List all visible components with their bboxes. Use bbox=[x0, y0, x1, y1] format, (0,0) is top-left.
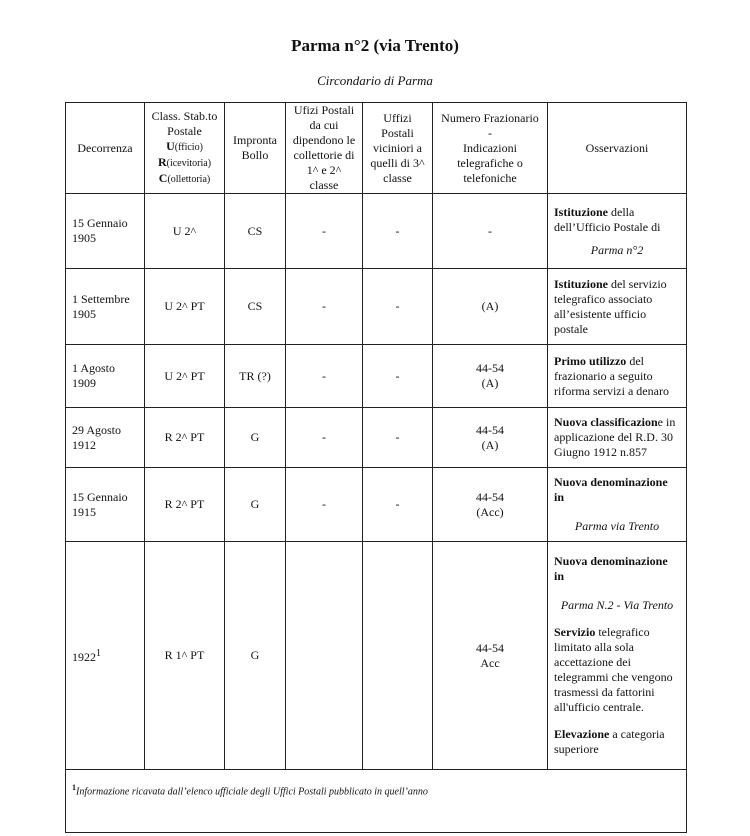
cell-classe: R 2^ PT bbox=[145, 408, 225, 468]
cell-decorrenza: 1 Agosto 1909 bbox=[66, 345, 145, 408]
table-row bbox=[66, 269, 687, 345]
cell-decorrenza: 29 Agosto 1912 bbox=[66, 408, 145, 468]
cell-bollo: G bbox=[225, 542, 286, 770]
cell-uffizi: - bbox=[363, 269, 433, 345]
table-header-row bbox=[66, 103, 687, 194]
cell-ufizi: - bbox=[286, 194, 363, 269]
header-osservazioni: Osservazioni bbox=[548, 103, 687, 194]
cell-numero: (A) bbox=[433, 269, 548, 345]
cell-osservazioni: Istituzione del servizio telegrafico associato all’esistente ufficio postale bbox=[548, 269, 687, 345]
cell-osservazioni: Primo utilizzo del frazionario a seguito riforma servizi a denaro bbox=[548, 345, 687, 408]
cell-uffizi: - bbox=[363, 194, 433, 269]
cell-classe: R 1^ PT bbox=[145, 542, 225, 770]
cell-ufizi: - bbox=[286, 269, 363, 345]
cell-ufizi: - bbox=[286, 345, 363, 408]
cell-decorrenza: 15 Gennaio 1915 bbox=[66, 468, 145, 542]
cell-osservazioni: Nuova classificazione in applicazione del R.D. 30 Giugno 1912 n.857 bbox=[548, 408, 687, 468]
cell-bollo: TR (?) bbox=[225, 345, 286, 408]
cell-classe: U 2^ PT bbox=[145, 269, 225, 345]
table-row bbox=[66, 194, 687, 269]
cell-uffizi: - bbox=[363, 408, 433, 468]
header-numero-frazionario: Numero Frazionario - Indicazioni telegrafiche o telefoniche bbox=[433, 103, 548, 194]
cell-numero: 44-54 Acc bbox=[433, 542, 548, 770]
cell-bollo: CS bbox=[225, 269, 286, 345]
cell-bollo: CS bbox=[225, 194, 286, 269]
table-row bbox=[66, 345, 687, 408]
cell-decorrenza: 1 Settembre 1905 bbox=[66, 269, 145, 345]
cell-uffizi: - bbox=[363, 345, 433, 408]
cell-numero: - bbox=[433, 194, 548, 269]
cell-osservazioni: Istituzione della dell’Ufficio Postale di Parma n°2 bbox=[548, 194, 687, 269]
cell-classe: U 2^ bbox=[145, 194, 225, 269]
header-uffizi-viciniori: Uffizi Postali viciniori a quelli di 3^ classe bbox=[363, 103, 433, 194]
header-decorrenza: Decorrenza bbox=[66, 103, 145, 194]
cell-classe: U 2^ PT bbox=[145, 345, 225, 408]
cell-numero: 44-54 (A) bbox=[433, 408, 548, 468]
cell-osservazioni: Nuova denominazione in Parma N.2 - Via Trento Servizio telegrafico limitato alla sola accettazione dei telegrammi che vengono trasmessi da fattorini all'ufficio centrale. Elevazione a categoria superiore bbox=[548, 542, 687, 770]
page-title: Parma n°2 (via Trento) bbox=[291, 36, 459, 55]
cell-ufizi: - bbox=[286, 468, 363, 542]
header-impronta-bollo: Impronta Bollo bbox=[225, 103, 286, 194]
footnote-row bbox=[66, 770, 687, 833]
cell-numero: 44-54 (A) bbox=[433, 345, 548, 408]
cell-uffizi bbox=[363, 542, 433, 770]
cell-bollo: G bbox=[225, 408, 286, 468]
cell-decorrenza: 1922$^1$ bbox=[66, 542, 145, 770]
cell-ufizi: - bbox=[286, 408, 363, 468]
page-subtitle: Circondario di Parma bbox=[317, 73, 433, 88]
table-row bbox=[66, 468, 687, 542]
history-table bbox=[65, 102, 687, 833]
header-classificazione: Class. Stab.to Postale U(fficio) R(icevitoria) C(ollettoria) bbox=[145, 103, 225, 194]
cell-uffizi: - bbox=[363, 468, 433, 542]
cell-bollo: G bbox=[225, 468, 286, 542]
header-ufizi-postali: Ufizi Postali da cui dipendono le collettorie di 1^ e 2^ classe bbox=[286, 103, 363, 194]
footnote: $^1$Informazione ricavata dall’elenco ufficiale degli Uffici Postali pubblicato in quell’anno bbox=[66, 770, 687, 833]
cell-numero: 44-54 (Acc) bbox=[433, 468, 548, 542]
cell-osservazioni: Nuova denominazione in Parma via Trento bbox=[548, 468, 687, 542]
cell-ufizi bbox=[286, 542, 363, 770]
cell-classe: R 2^ PT bbox=[145, 468, 225, 542]
table-row bbox=[66, 542, 687, 770]
table-row bbox=[66, 408, 687, 468]
cell-decorrenza: 15 Gennaio 1905 bbox=[66, 194, 145, 269]
